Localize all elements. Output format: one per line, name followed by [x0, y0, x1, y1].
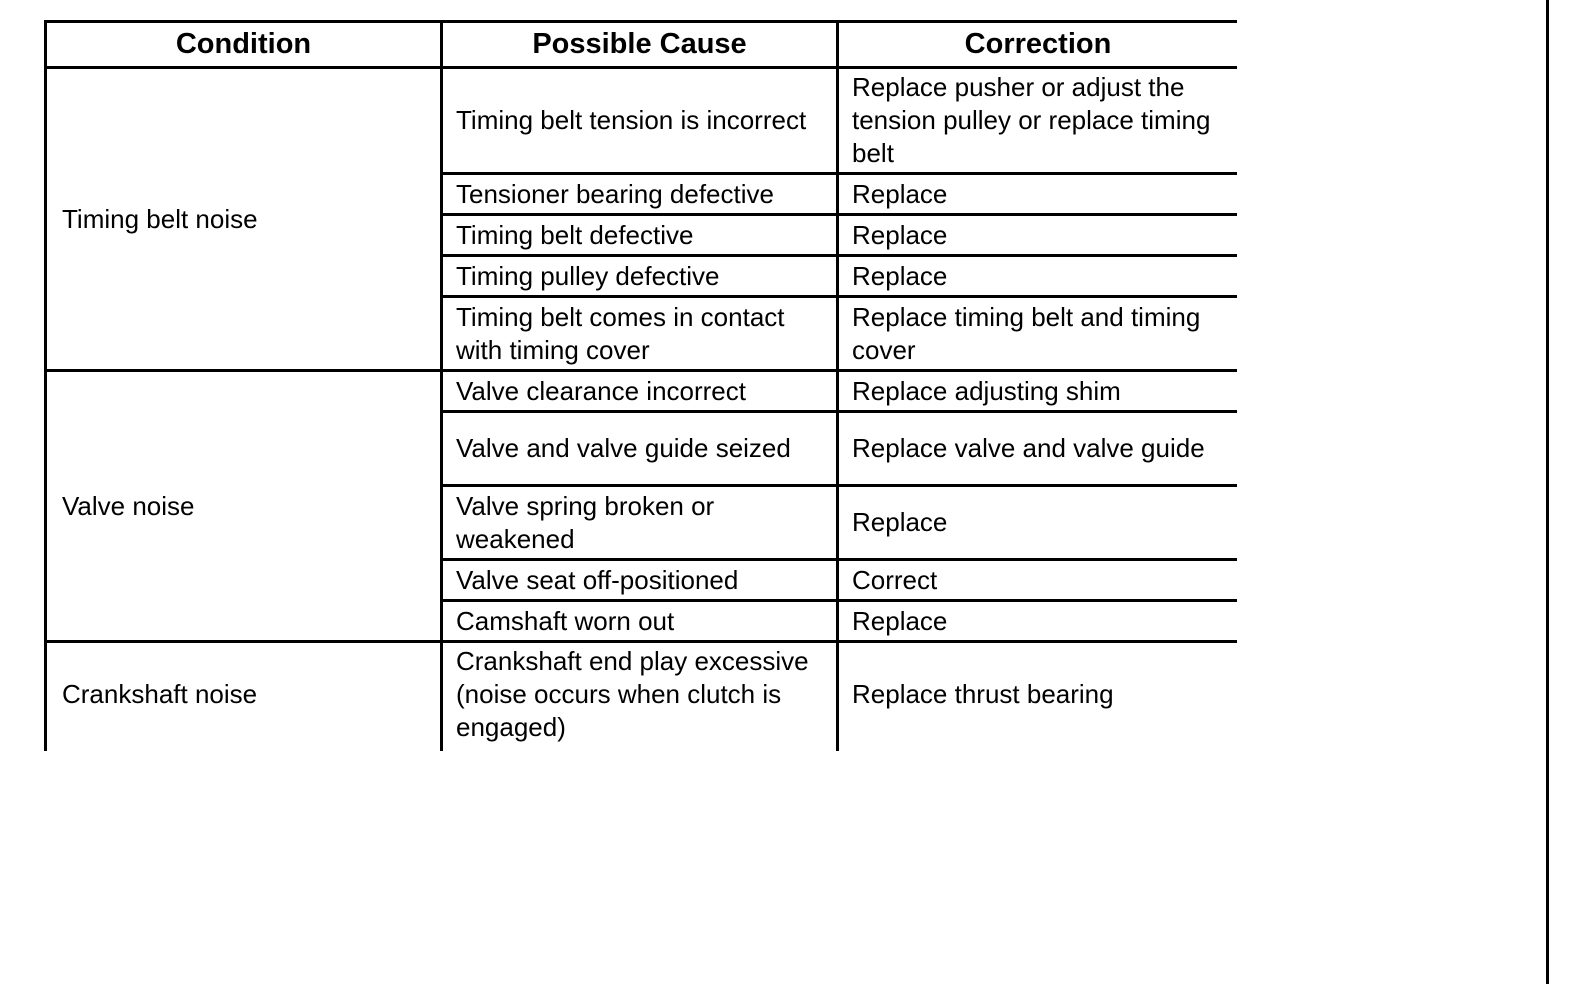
cause-cell: Crankshaft end play excessive (noise occurs when clutch is engaged) — [442, 642, 838, 752]
correction-cell: Replace pusher or adjust the tension pulley or replace timing belt — [838, 68, 1238, 174]
column-header-correction: Correction — [838, 22, 1238, 68]
table-row — [46, 371, 1238, 412]
troubleshooting-table-container — [44, 20, 1237, 751]
correction-cell: Replace — [838, 215, 1238, 256]
cause-cell: Timing belt defective — [442, 215, 838, 256]
table-body — [46, 68, 1238, 752]
correction-cell: Replace timing belt and timing cover — [838, 297, 1238, 371]
column-header-possible-cause: Possible Cause — [442, 22, 838, 68]
table-row — [46, 642, 1238, 752]
table-header — [46, 22, 1238, 68]
cause-cell: Camshaft worn out — [442, 601, 838, 642]
troubleshooting-table — [44, 20, 1237, 751]
page-edge-line — [1546, 0, 1549, 984]
condition-cell: Timing belt noise — [46, 68, 442, 371]
cause-cell: Timing belt tension is incorrect — [442, 68, 838, 174]
cause-cell: Valve seat off-positioned — [442, 560, 838, 601]
correction-cell: Replace — [838, 256, 1238, 297]
correction-cell: Replace — [838, 486, 1238, 560]
condition-cell: Valve noise — [46, 371, 442, 642]
table-row — [46, 68, 1238, 174]
cause-cell: Timing pulley defective — [442, 256, 838, 297]
correction-cell: Replace — [838, 174, 1238, 215]
condition-cell: Crankshaft noise — [46, 642, 442, 752]
cause-cell: Valve clearance incorrect — [442, 371, 838, 412]
correction-cell: Correct — [838, 560, 1238, 601]
cause-cell: Timing belt comes in contact with timing cover — [442, 297, 838, 371]
correction-cell: Replace — [838, 601, 1238, 642]
correction-cell: Replace thrust bearing — [838, 642, 1238, 752]
correction-cell: Replace adjusting shim — [838, 371, 1238, 412]
cause-cell: Valve and valve guide seized — [442, 412, 838, 486]
cause-cell: Valve spring broken or weakened — [442, 486, 838, 560]
correction-cell: Replace valve and valve guide — [838, 412, 1238, 486]
header-row — [46, 22, 1238, 68]
cause-cell: Tensioner bearing defective — [442, 174, 838, 215]
column-header-condition: Condition — [46, 22, 442, 68]
